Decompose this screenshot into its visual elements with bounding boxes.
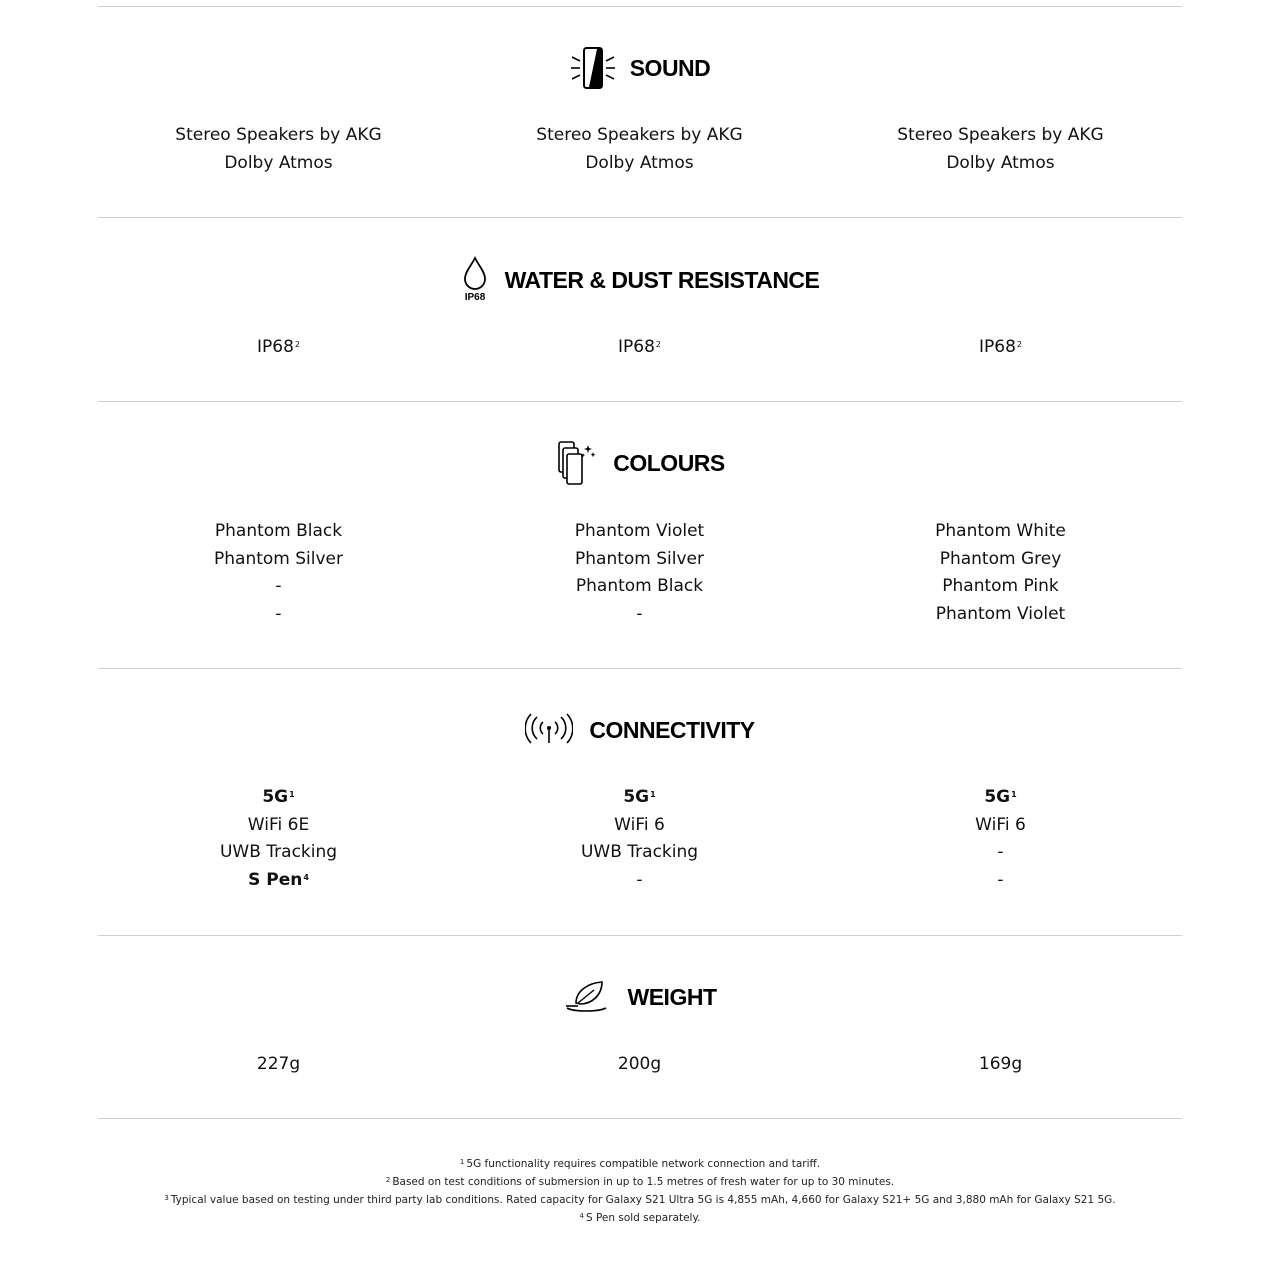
spec-value: WiFi 6 — [975, 814, 1026, 835]
ip68-icon-label: IP68 — [464, 292, 485, 303]
spec-value: Stereo Speakers by AKG — [897, 125, 1104, 145]
divider — [98, 401, 1182, 402]
colours-column-3 — [820, 518, 1181, 628]
footnote: $^3$ Typical value based on testing under third party lab conditions. Rated capacity for Galaxy S21 Ultra 5G is 4,855 mAh, 4,660 for Galaxy S21+ 5G and 3,880 mAh for Galaxy S21 5G. — [164, 1194, 1116, 1206]
spec-value: Phantom Black — [575, 576, 704, 597]
weight-header — [0, 973, 1280, 1021]
sound-header — [0, 44, 1280, 92]
spec-value: - — [997, 842, 1004, 863]
footnote: $^1$ 5G functionality requires compatible network connection and tariff. — [459, 1158, 821, 1170]
sound-column-1 — [98, 122, 459, 177]
spec-value: - — [997, 869, 1004, 890]
footnotes — [0, 1155, 1280, 1227]
weight-icon — [564, 979, 608, 1015]
section-title: CONNECTIVITY — [589, 716, 755, 743]
sound-column-2 — [459, 122, 820, 177]
weight-column-1 — [98, 1051, 459, 1079]
spec-value: Phantom Silver — [575, 548, 704, 569]
divider — [98, 668, 1182, 669]
sound-column-3 — [820, 122, 1181, 177]
spec-value: UWB Tracking — [219, 842, 338, 863]
spec-value: Phantom Pink — [942, 576, 1059, 597]
water-header — [0, 256, 1280, 304]
spec-value: Phantom Grey — [939, 548, 1062, 569]
weight-column-2 — [459, 1051, 820, 1079]
spec-value: WiFi 6 — [614, 814, 665, 835]
sound-icon — [570, 45, 616, 91]
spec-value: 227g — [256, 1054, 301, 1074]
spec-value: 5G$^1$ — [262, 787, 295, 807]
water-column-3 — [820, 334, 1181, 362]
colours-icon — [555, 439, 599, 487]
spec-value: IP68$^2$ — [618, 337, 661, 357]
spec-value: Phantom Black — [214, 521, 343, 541]
colours-header — [0, 439, 1280, 487]
connectivity-column-1 — [98, 784, 459, 894]
spec-value: 5G$^1$ — [984, 787, 1017, 807]
spec-value: Phantom White — [935, 521, 1066, 541]
section-title: WATER & DUST RESISTANCE — [504, 266, 820, 293]
section-title: WEIGHT — [627, 983, 717, 1010]
spec-value: 5G$^1$ — [623, 787, 656, 807]
spec-value: WiFi 6E — [247, 814, 310, 835]
spec-value: Phantom Violet — [935, 603, 1066, 624]
spec-value: 200g — [617, 1054, 662, 1074]
connectivity-column-2 — [459, 784, 820, 894]
spec-value: Stereo Speakers by AKG — [175, 125, 382, 145]
weight-column-3 — [820, 1051, 1181, 1079]
footnote: $^2$ Based on test conditions of submersion in up to 1.5 metres of fresh water for up to 30 minutes. — [385, 1176, 895, 1188]
spec-value: S Pen$^4$ — [248, 869, 309, 890]
spec-value: Stereo Speakers by AKG — [536, 125, 743, 145]
spec-value: 169g — [978, 1054, 1023, 1074]
divider — [98, 935, 1182, 936]
spec-value: Dolby Atmos — [224, 152, 333, 173]
connectivity-header — [0, 706, 1280, 754]
spec-value: Dolby Atmos — [946, 152, 1055, 173]
spec-value: - — [636, 603, 643, 624]
spec-value: IP68$^2$ — [979, 337, 1022, 357]
footnote: $^4$ S Pen sold separately. — [579, 1212, 701, 1224]
spec-value: IP68$^2$ — [257, 337, 300, 357]
section-title: COLOURS — [613, 449, 725, 476]
colours-column-2 — [459, 518, 820, 628]
colours-column-1 — [98, 518, 459, 628]
water-column-2 — [459, 334, 820, 362]
spec-value: - — [636, 869, 643, 890]
connectivity-column-3 — [820, 784, 1181, 894]
spec-value: UWB Tracking — [580, 842, 699, 863]
spec-value: Dolby Atmos — [585, 152, 694, 173]
water-drop-ip68-icon — [461, 256, 489, 304]
section-title: SOUND — [629, 54, 711, 81]
spec-value: - — [275, 603, 282, 624]
divider — [98, 217, 1182, 218]
spec-value: Phantom Silver — [214, 548, 343, 569]
divider — [98, 1118, 1182, 1119]
water-column-1 — [98, 334, 459, 362]
spec-value: Phantom Violet — [574, 521, 705, 541]
connectivity-icon — [525, 713, 573, 747]
spec-value: - — [275, 576, 282, 597]
divider — [98, 6, 1182, 7]
